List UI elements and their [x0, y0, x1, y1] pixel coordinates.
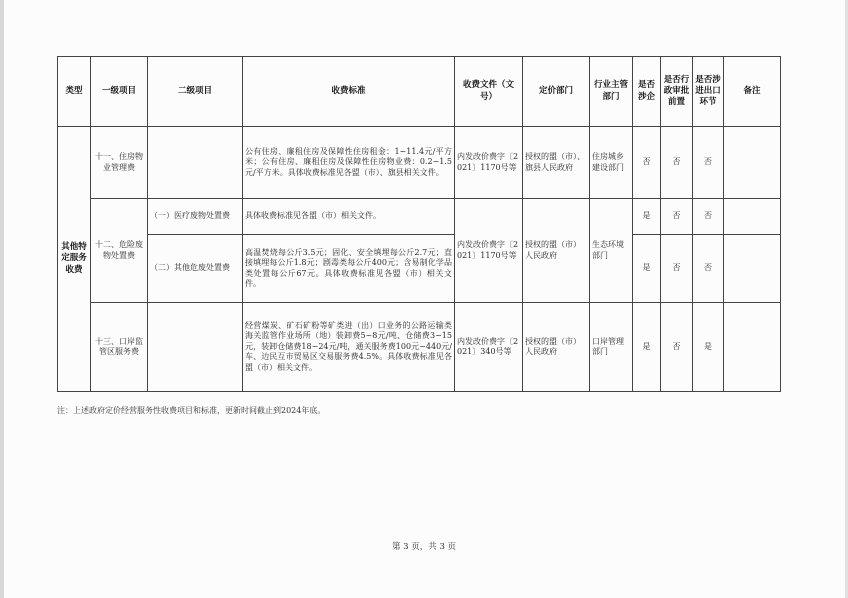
- dept-cell: 授权的盟（市）、旗县人民政府: [523, 127, 590, 199]
- involves-enterprise-cell: 是: [633, 303, 661, 392]
- remarks-cell: [724, 199, 781, 235]
- remarks-cell: [724, 127, 781, 199]
- header-industry-dept: 行业主管部门: [590, 57, 633, 127]
- remarks-cell: [724, 235, 781, 303]
- standard-cell: 高温焚烧每公斤3.5元；固化、安全填埋每公斤2.7元；直接填埋每公斤1.8元；剧毒类每公斤400元；含易制化学品类处置每公斤67元。具体收费标准见各盟（市）相关文件。: [243, 235, 455, 303]
- involves-enterprise-cell: 是: [633, 199, 661, 235]
- involves-enterprise-cell: 否: [633, 127, 661, 199]
- doc-cell: 内发改价费字〔2021〕1170号等: [455, 127, 523, 199]
- header-involves-enterprise: 是否涉企: [633, 57, 661, 127]
- level1-cell: 十三、口岸监管区服务费: [91, 303, 148, 392]
- doc-cell: 内发改价费字〔2021〕340号等: [455, 303, 523, 392]
- admin-approval-cell: 否: [661, 303, 693, 392]
- header-import-export: 是否涉进出口环节: [693, 57, 724, 127]
- category-cell: 其他特定服务收费: [58, 127, 91, 392]
- admin-approval-cell: 否: [661, 127, 693, 199]
- table-row: [58, 303, 781, 392]
- doc-cell: 内发改价费字〔2021〕1170号等: [455, 199, 523, 303]
- level2-cell: [148, 127, 243, 199]
- header-type: 类型: [58, 57, 91, 127]
- header-standard: 收费标准: [243, 57, 455, 127]
- standard-cell: 公有住房、廉租住房及保障性住房租金：1~11.4元/平方米；公有住房、廉租住房及保障性住房物业费：0.2~1.5元/平方米。具体收费标准见各盟（市）、旗县相关文件。: [243, 127, 455, 199]
- import-export-cell: 否: [693, 199, 724, 235]
- table-row: [58, 127, 781, 199]
- page-number: 第 3 页，共 3 页: [391, 542, 457, 552]
- remarks-cell: [724, 303, 781, 392]
- level1-cell: 十一、住房物业管理费: [91, 127, 148, 199]
- scan-edge-left: [0, 0, 4, 598]
- header-doc: 收费文件（文号）: [455, 57, 523, 127]
- industry-dept-cell: 口岸管理部门: [590, 303, 633, 392]
- industry-dept-cell: 生态环境部门: [590, 199, 633, 303]
- industry-dept-cell: 住房城乡建设部门: [590, 127, 633, 199]
- involves-enterprise-cell: 是: [633, 235, 661, 303]
- header-dept: 定价部门: [523, 57, 590, 127]
- import-export-cell: 否: [693, 127, 724, 199]
- import-export-cell: 否: [693, 235, 724, 303]
- header-row: [58, 57, 781, 127]
- footnote: 注：上述政府定价经营服务性收费项目和标准，更新时间截止到2024年底。: [57, 406, 326, 415]
- level2-cell: （二）其他危废处置费: [148, 235, 243, 303]
- table-row: [58, 235, 781, 303]
- dept-cell: 授权的盟（市）人民政府: [523, 303, 590, 392]
- level2-cell: （一）医疗废物处置费: [148, 199, 243, 235]
- header-level1: 一级项目: [91, 57, 148, 127]
- standard-cell: 经营煤炭、矿石矿粉等矿类进（出）口业务的公路运输类海关监管作业场所（地）装卸费5~8元/吨、仓储费3~15元，装卸仓储费18~24元/吨，通关服务费100元~440元/车、边民互市贸易区交易服务费4.5%。具体收费标准见各盟（市）相关文件。: [243, 303, 455, 392]
- table-row: [58, 199, 781, 235]
- level2-cell: [148, 303, 243, 392]
- fee-table: [57, 56, 781, 392]
- header-admin-approval: 是否行政审批前置: [661, 57, 693, 127]
- header-level2: 二级项目: [148, 57, 243, 127]
- import-export-cell: 是: [693, 303, 724, 392]
- level1-cell: 十二、危险废物处置费: [91, 199, 148, 303]
- dept-cell: 授权的盟（市）人民政府: [523, 199, 590, 303]
- admin-approval-cell: 否: [661, 235, 693, 303]
- header-remarks: 备注: [724, 57, 781, 127]
- standard-cell: 具体收费标准见各盟（市）相关文件。: [243, 199, 455, 235]
- admin-approval-cell: 否: [661, 199, 693, 235]
